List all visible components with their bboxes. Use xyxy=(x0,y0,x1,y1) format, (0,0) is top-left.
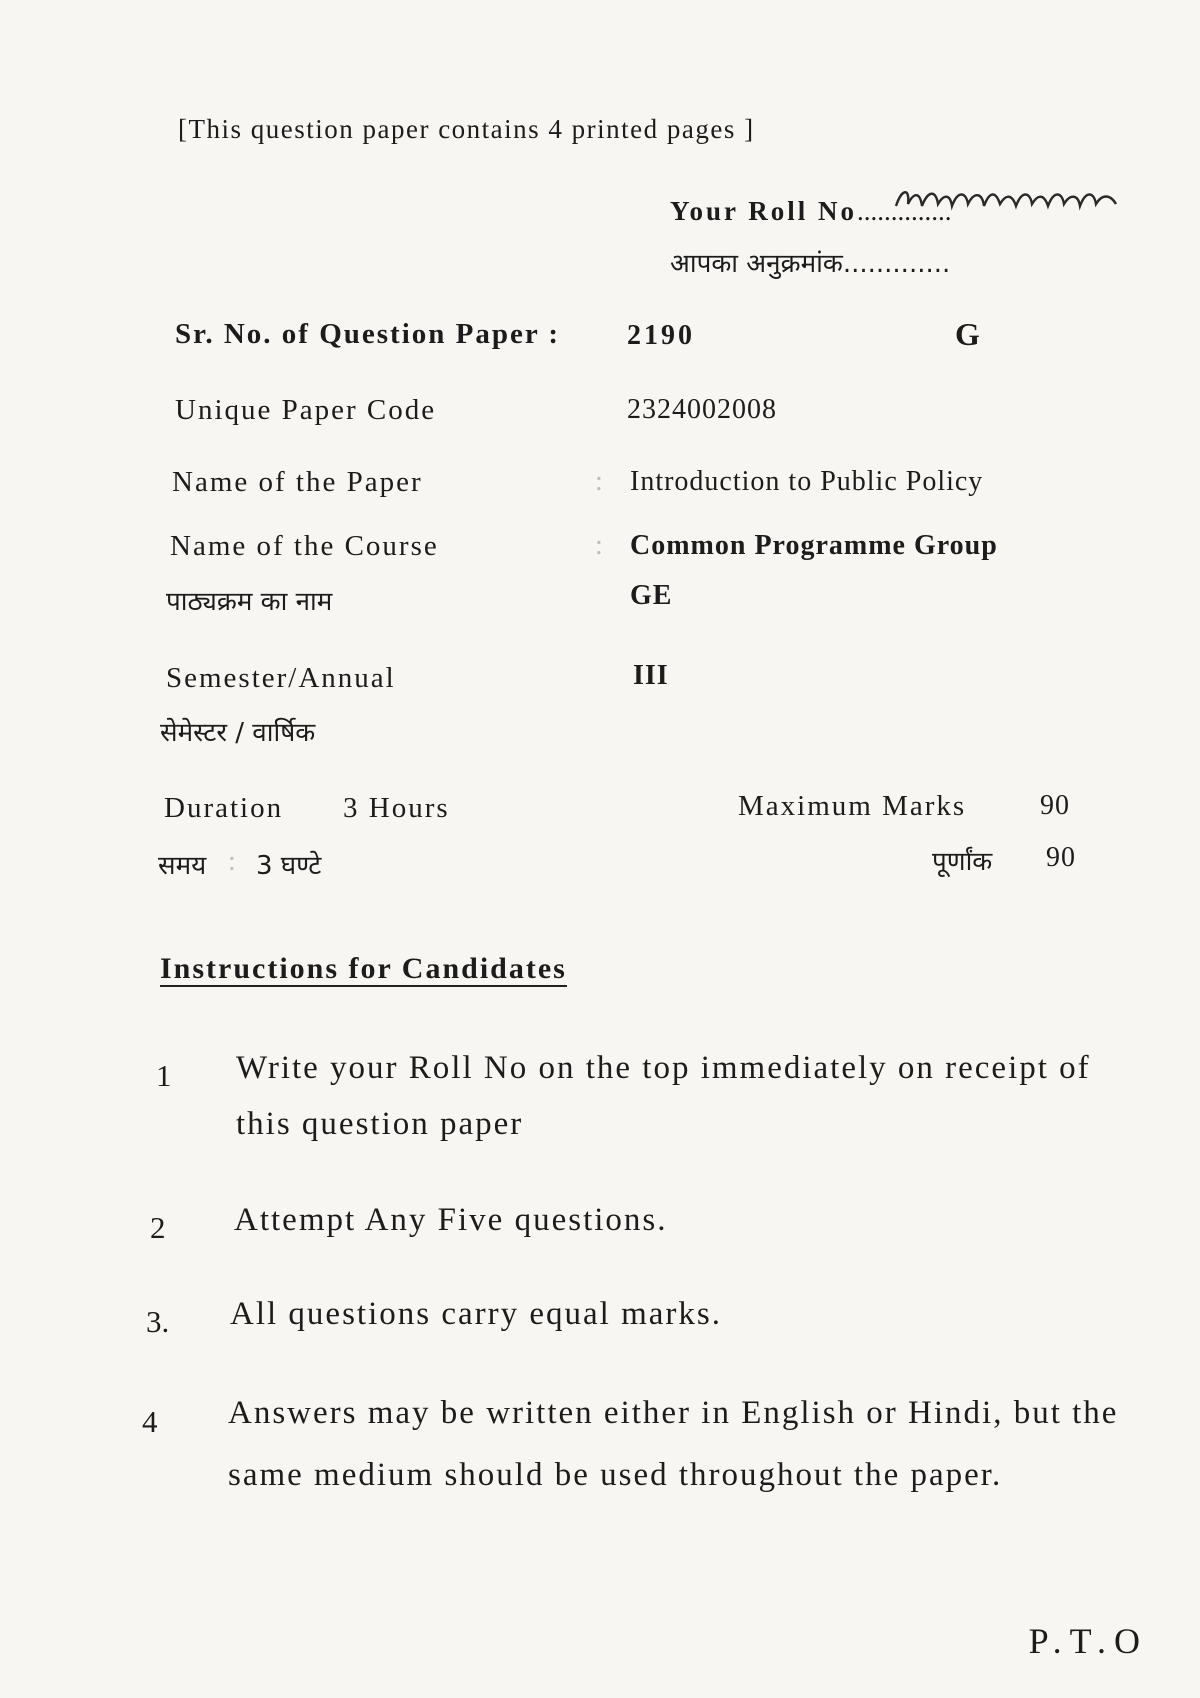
roll-number-dots: .............. xyxy=(857,196,952,226)
course-label-hindi: पाठ्यक्रम का नाम xyxy=(166,587,333,617)
handwritten-roll-number xyxy=(892,184,1122,214)
instruction-item: Answers may be written either in English or Hindi, but the same medium should be used throughout the paper. xyxy=(228,1395,1119,1493)
colon-separator: : xyxy=(228,846,236,877)
roll-number-label-hindi: आपका अनुक्रमांक xyxy=(670,249,843,279)
max-marks-value-hindi: 90 xyxy=(1046,842,1076,873)
roll-number-label: Your Roll No xyxy=(670,196,858,226)
roll-number-dots-hindi: ............. xyxy=(842,249,951,279)
colon-separator: : xyxy=(595,466,603,497)
instruction-item: Write your Roll No on the top immediately on receipt of this question paper xyxy=(236,1050,1091,1142)
colon-separator: : xyxy=(595,530,603,561)
max-marks-label-hindi: पूर्णांक xyxy=(932,847,993,877)
course-value: Common Programme Group xyxy=(630,530,998,561)
sr-no-value: 2190 xyxy=(627,320,695,351)
semester-value: III xyxy=(633,660,669,691)
instruction-item: Attempt Any Five questions. xyxy=(234,1202,668,1238)
roll-number-field-hindi xyxy=(670,244,950,280)
set-letter: G xyxy=(955,316,981,352)
duration-value-hindi: 3 घण्टे xyxy=(256,851,322,881)
max-marks-value: 90 xyxy=(1040,790,1070,821)
page-count-note: [This question paper contains 4 printed pages ] xyxy=(178,114,755,144)
course-value-2: GE xyxy=(630,580,673,611)
course-label: Name of the Course xyxy=(170,530,439,562)
page-turn-over: P.T.O xyxy=(1028,1621,1148,1661)
upc-label: Unique Paper Code xyxy=(175,394,437,426)
instructions-title: Instructions for Candidates xyxy=(160,952,567,985)
semester-label: Semester/Annual xyxy=(166,662,396,694)
upc-value: 2324002008 xyxy=(627,394,777,425)
duration-label: Duration xyxy=(164,792,284,824)
instruction-number: 1 xyxy=(156,1058,172,1093)
sr-no-label: Sr. No. of Question Paper : xyxy=(175,318,561,350)
instruction-number: 2 xyxy=(150,1210,166,1245)
instruction-item: All questions carry equal marks. xyxy=(230,1296,722,1332)
instruction-number: 4 xyxy=(142,1404,158,1439)
duration-label-hindi: समय xyxy=(158,851,207,881)
paper-name-value: Introduction to Public Policy xyxy=(630,466,984,497)
max-marks-label: Maximum Marks xyxy=(738,790,967,822)
instruction-number: 3. xyxy=(146,1304,170,1339)
duration-value: 3 Hours xyxy=(343,792,450,824)
paper-name-label: Name of the Paper xyxy=(172,466,423,498)
semester-label-hindi: सेमेस्टर / वार्षिक xyxy=(160,718,316,748)
